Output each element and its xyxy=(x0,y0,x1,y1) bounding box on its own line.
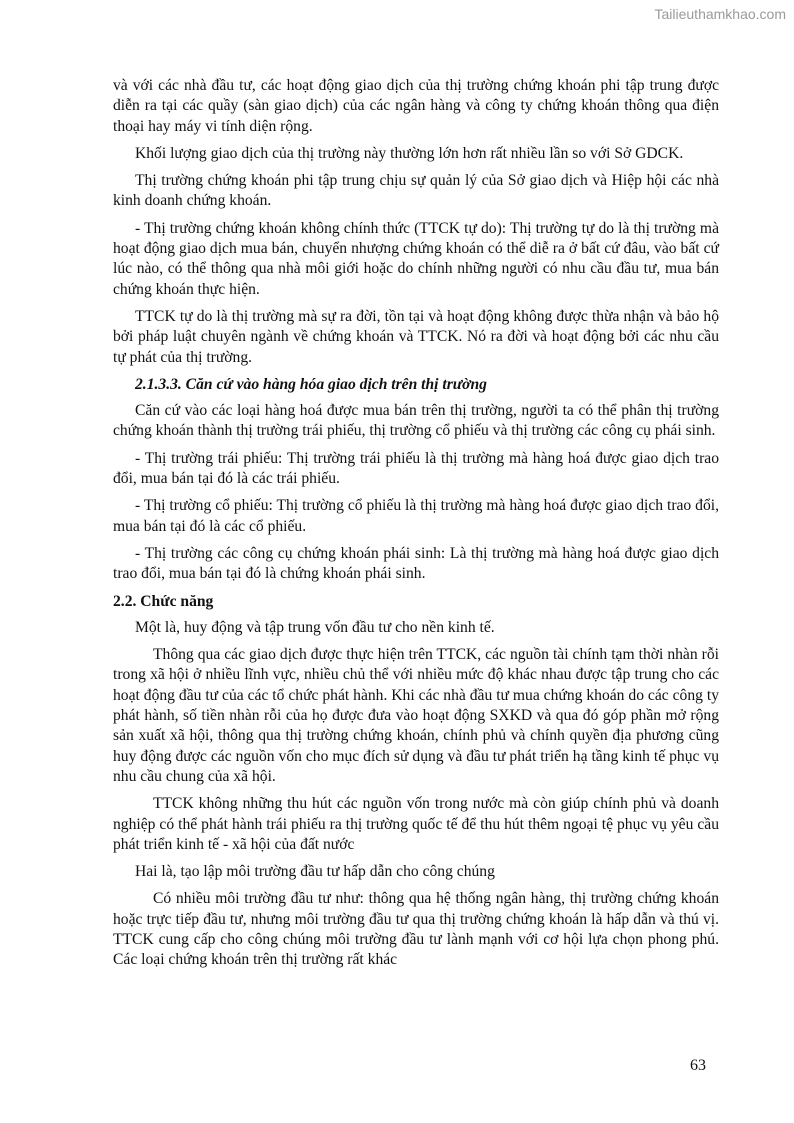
paragraph-otc-venues: và với các nhà đầu tư, các hoạt động giao dịch của thị trường chứng khoán phi tập trung được diễn ra tại các quầy (sàn giao dịch) của các ngân hàng và công ty chứng khoán thông qua điện thoại hay máy vi tính diện rộng. xyxy=(113,77,719,135)
paragraph-otc-management: Thị trường chứng khoán phi tập trung chịu sự quản lý của Sở giao dịch và Hiệp hội các nhà kinh doanh chứng khoán. xyxy=(113,172,719,210)
section-heading-2-1-3-3: 2.1.3.3. Căn cứ vào hàng hóa giao dịch trên thị trường xyxy=(135,375,487,393)
section-heading-2-2: 2.2. Chức năng xyxy=(113,592,214,610)
paragraph-function-one: Một là, huy động và tập trung vốn đầu tư cho nền kinh tế. xyxy=(135,618,495,636)
paragraph-investment-environment: Có nhiều môi trường đầu tư như: thông qua hệ thống ngân hàng, thị trường chứng khoán hoặc trực tiếp đầu tư, nhưng môi trường đầu tư qua thị trường chứng khoán là hấp dẫn và thú vị. TTCK cung cấp cho công chúng môi trường đầu tư lành mạnh với cơ hội lựa chọn phong phú. Các loại chứng khoán trên thị trường rất khác xyxy=(113,890,719,969)
paragraph-derivatives-market: - Thị trường các công cụ chứng khoán phái sinh: Là thị trường mà hàng hoá được giao dịch trao đổi, mua bán tại đó là chứng khoán phái sinh. xyxy=(113,544,719,583)
paragraph-goods-classification: Căn cứ vào các loại hàng hoá được mua bán trên thị trường, người ta có thể phân thị trường chứng khoán thành thị trường trái phiếu, thị trường cổ phiếu và thị trường các công cụ phái sinh. xyxy=(113,402,719,440)
paragraph-free-market-legal: TTCK tự do là thị trường mà sự ra đời, tồn tại và hoạt động không được thừa nhận và bảo hộ bởi pháp luật chuyên ngành về chứng khoán và TTCK. Nó ra đời và hoạt động bởi các nhu cầu tự phát của thị trường. xyxy=(113,307,719,366)
paragraph-function-two: Hai là, tạo lập môi trường đầu tư hấp dẫn cho công chúng xyxy=(135,863,495,881)
paragraph-free-market: - Thị trường chứng khoán không chính thức (TTCK tự do): Thị trường tự do là thị trường mà hoạt động giao dịch mua bán, chuyển nhượng chứng khoán có thể diễ ra ở bất cứ đâu, vào bất cứ lúc nào, có thể thông qua nhà môi giới hoặc do chính những người có nhu cầu đầu tư, mua bán chứng khoán thực hiện. xyxy=(113,219,719,298)
page-number: 63 xyxy=(690,1057,706,1074)
page-body xyxy=(113,76,719,978)
paragraph-international-capital: TTCK không những thu hút các nguồn vốn trong nước mà còn giúp chính phủ và doanh nghiệp có thể phát hành trái phiếu ra thị trường quốc tế để thu hút thêm ngoại tệ phục vụ yêu cầu phát triển kinh tế - xã hội của đất nước xyxy=(113,795,719,853)
paragraph-capital-mobilization: Thông qua các giao dịch được thực hiện trên TTCK, các nguồn tài chính tạm thời nhàn rỗi trong xã hội ở nhiều lĩnh vực, nhiều chủ thể với nhiều mức độ khác nhau được tập trung cho các hoạt động đầu tư của các tổ chức phát hành. Khi các nhà đầu tư mua chứng khoán do các công ty phát hành, số tiền nhàn rỗi của họ được đưa vào hoạt động SXKD và qua đó góp phần mở rộng sản xuất xã hội, thông qua thị trường chứng khoán, chính phủ và chính quyền địa phương cũng huy động được các nguồn vốn cho mục đích sử dụng và đầu tư phát triển hạ tầng kinh tế phục vụ nhu cầu chung của xã hội. xyxy=(113,646,719,785)
watermark: Tailieuthamkhao.com xyxy=(654,6,786,22)
paragraph-stock-market: - Thị trường cổ phiếu: Thị trường cổ phiếu là thị trường mà hàng hoá được giao dịch trao đổi, mua bán tại đó là các cổ phiếu. xyxy=(113,497,719,535)
paragraph-bond-market: - Thị trường trái phiếu: Thị trường trái phiếu là thị trường mà hàng hoá được giao dịch trao đổi, mua bán tại đó là các trái phiếu. xyxy=(113,449,719,488)
paragraph-otc-volume: Khối lượng giao dịch của thị trường này thường lớn hơn rất nhiều lần so với Sở GDCK. xyxy=(135,144,684,162)
